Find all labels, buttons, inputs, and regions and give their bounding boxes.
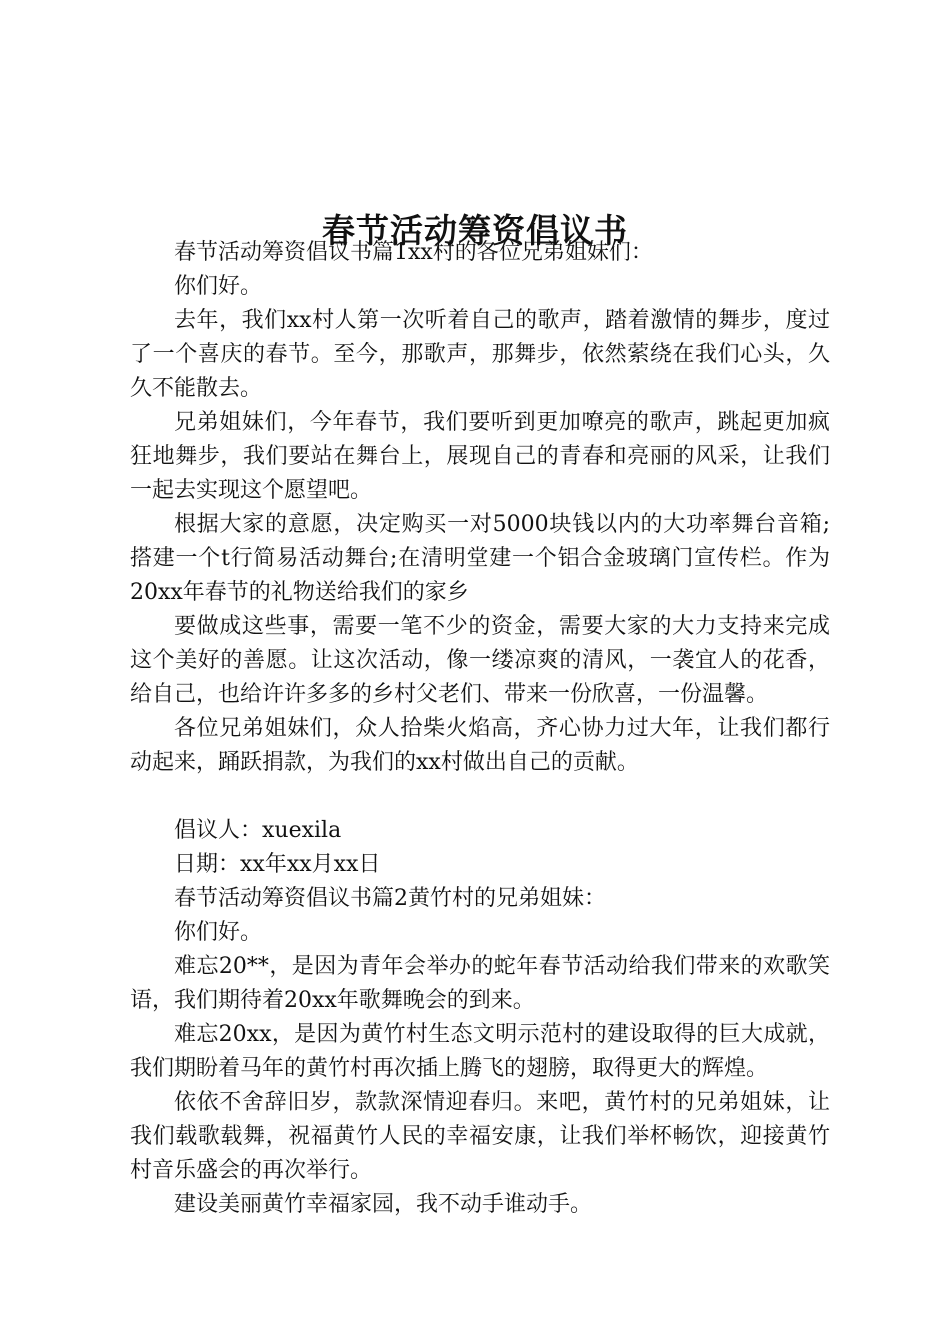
blank-line: [130, 780, 830, 814]
salutation-2: 春节活动筹资倡议书篇2黄竹村的兄弟姐妹：: [174, 886, 606, 911]
paragraph: 兄弟姐妹们，今年春节，我们要听到更加嘹亮的歌声，跳起更加疯狂地舞步，我们要站在舞台上，展现自己的青春和亮丽的风采，让我们一起去实现这个愿望吧。: [130, 410, 830, 503]
document-body: [130, 236, 830, 1222]
paragraph: 根据大家的意愿，决定购买一对5000块钱以内的大功率舞台音箱;搭建一个t行简易活动舞台;在清明堂建一个铝合金玻璃门宣传栏。作为20xx年春节的礼物送给我们的家乡: [130, 512, 830, 605]
paragraph: 要做成这些事，需要一笔不少的资金，需要大家的大力支持来完成这个美好的善愿。让这次活动，像一缕凉爽的清风，一袭宜人的花香，给自己，也给许许多多的乡村父老们、带来一份欣喜，一份温馨。: [130, 614, 830, 707]
date-line: 日期：xx年xx月xx日: [174, 852, 381, 877]
initiator-line: 倡议人：xuexila: [174, 818, 342, 843]
greeting-2: 你们好。: [174, 920, 263, 945]
document-title: 春节活动筹资倡议书: [322, 211, 628, 251]
paragraph: 各位兄弟姐妹们，众人拾柴火焰高，齐心协力过大年，让我们都行动起来，踊跃捐款，为我们的xx村做出自己的贡献。: [130, 716, 830, 775]
paragraph: 难忘20xx，是因为黄竹村生态文明示范村的建设取得的巨大成就，我们期盼着马年的黄竹村再次插上腾飞的翅膀，取得更大的辉煌。: [130, 1022, 830, 1081]
paragraph: 难忘20**，是因为青年会举办的蛇年春节活动给我们带来的欢歌笑语，我们期待着20xx年歌舞晚会的到来。: [130, 954, 830, 1013]
paragraph: 依依不舍辞旧岁，款款深情迎春归。来吧，黄竹村的兄弟姐妹，让我们载歌载舞，祝福黄竹人民的幸福安康，让我们举杯畅饮，迎接黄竹村音乐盛会的再次举行。: [130, 1090, 830, 1183]
closing-line: 建设美丽黄竹幸福家园，我不动手谁动手。: [174, 1192, 593, 1217]
paragraph: 去年，我们xx村人第一次听着自己的歌声，踏着激情的舞步，度过了一个喜庆的春节。至今，那歌声，那舞步，依然萦绕在我们心头，久久不能散去。: [130, 308, 830, 401]
salutation-1: 春节活动筹资倡议书篇1xx村的各位兄弟姐妹们：: [174, 240, 653, 265]
greeting-1: 你们好。: [174, 274, 263, 299]
